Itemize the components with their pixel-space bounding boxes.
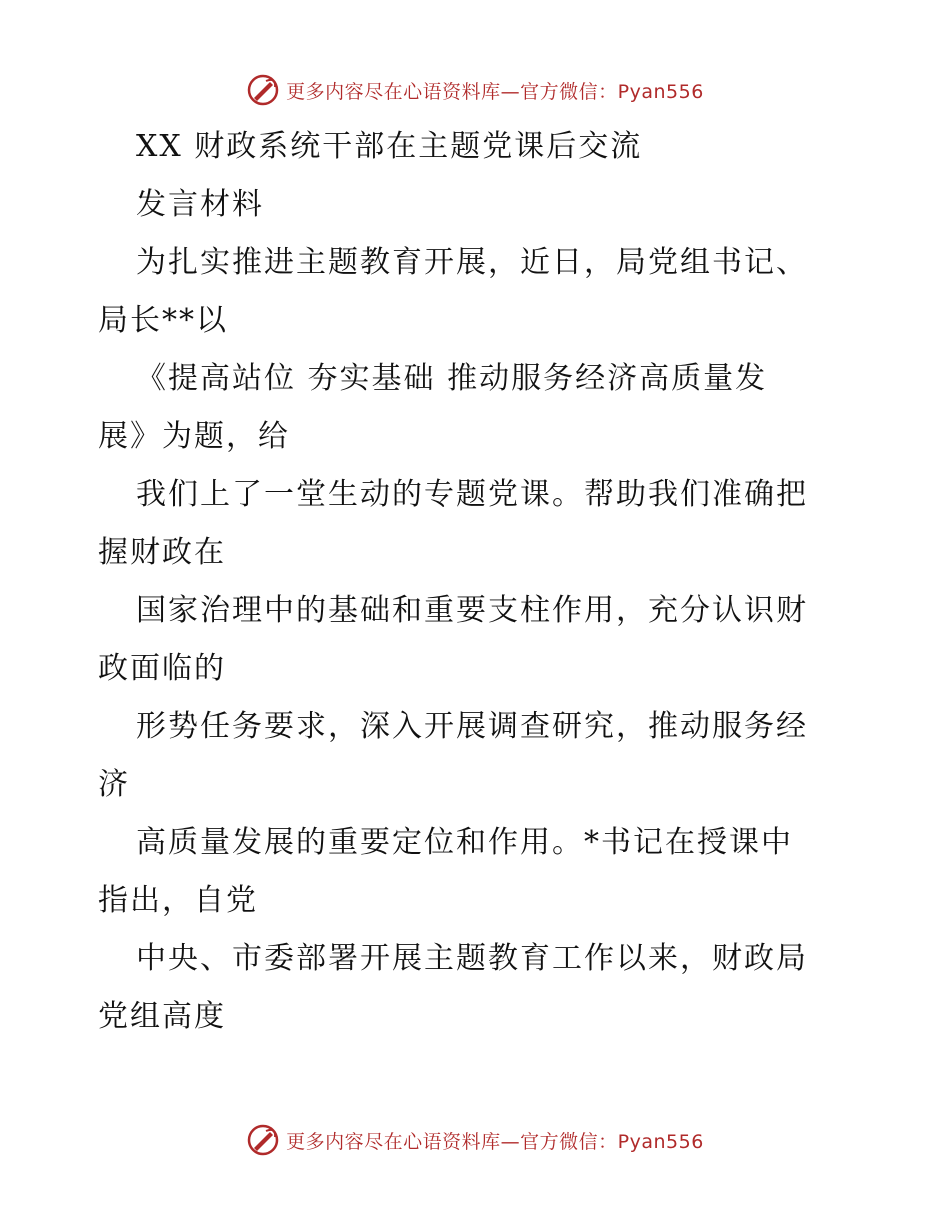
document-title-line-1: XX 财政系统干部在主题党课后交流: [136, 129, 643, 164]
paragraph-line: 握财政在: [98, 535, 226, 570]
paragraph-line: 济: [98, 767, 130, 802]
quill-circle-logo-icon: [246, 1123, 280, 1157]
paragraph-line: 党组高度: [98, 999, 226, 1034]
quill-circle-logo-icon: [246, 73, 280, 107]
watermark-text: 更多内容尽在心语资料库—官方微信：Pyan556: [286, 1130, 704, 1153]
paragraph-line: 局长**以: [98, 303, 228, 338]
document-body: [98, 118, 858, 1046]
footer-watermark: [0, 1120, 950, 1160]
paragraph-line: 为扎实推进主题教育开展，近日，局党组书记、: [136, 245, 808, 280]
paragraph-line: 我们上了一堂生动的专题党课。帮助我们准确把: [136, 477, 808, 512]
watermark-text: 更多内容尽在心语资料库—官方微信：Pyan556: [286, 80, 704, 103]
paragraph-line: 指出，自党: [98, 883, 258, 918]
paragraph-line: 高质量发展的重要定位和作用。*书记在授课中: [136, 825, 793, 860]
header-watermark: [0, 70, 950, 110]
paragraph-line: 政面临的: [98, 651, 226, 686]
document-title-line-2: 发言材料: [136, 187, 264, 222]
paragraph-line: 国家治理中的基础和重要支柱作用，充分认识财: [136, 593, 808, 628]
paragraph-line: 展》为题，给: [98, 419, 290, 454]
paragraph-line: 中央、市委部署开展主题教育工作以来，财政局: [136, 941, 808, 976]
paragraph-line: 形势任务要求，深入开展调查研究，推动服务经: [136, 709, 808, 744]
paragraph-line: 《提高站位 夯实基础 推动服务经济高质量发: [136, 361, 768, 396]
